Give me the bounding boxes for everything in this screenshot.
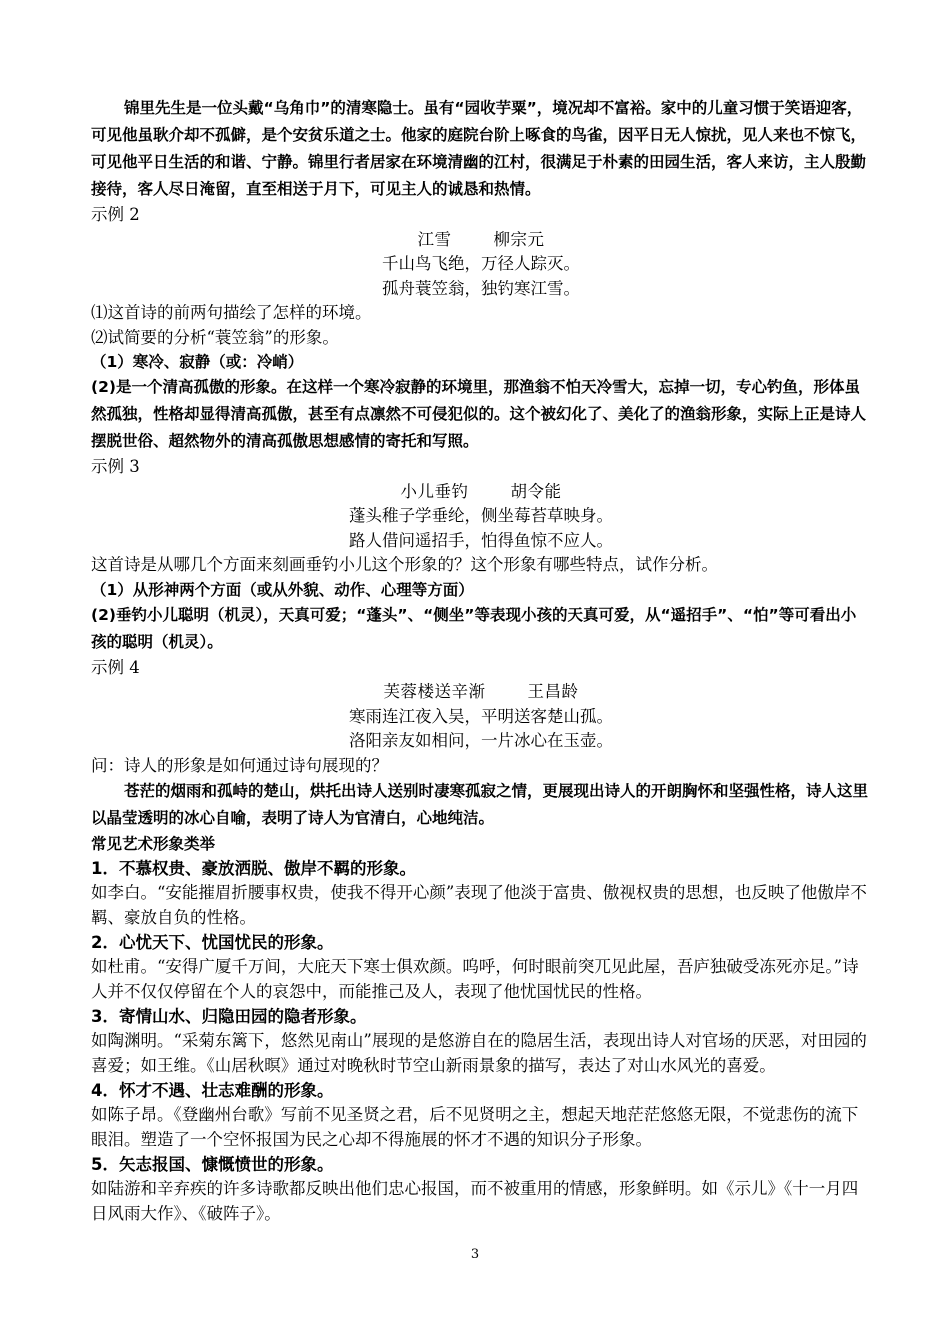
example-3-label: 示例 3 xyxy=(91,457,140,476)
type-5-heading: 5．矢志报国、慷慨愤世的形象。 xyxy=(91,1155,334,1174)
poem-4-title xyxy=(91,680,871,705)
type-1-heading: 1．不慕权贵、豪放洒脱、傲岸不羁的形象。 xyxy=(91,859,416,878)
poem-2-name: 江雪 xyxy=(417,229,452,249)
example-2-label: 示例 2 xyxy=(91,205,140,224)
poem-3-title xyxy=(91,480,871,505)
type-2-heading: 2．心忧天下、忧国忧民的形象。 xyxy=(91,933,334,952)
example-4-label: 示例 4 xyxy=(91,657,140,677)
poem-2-author: 柳宗元 xyxy=(493,229,545,249)
poem-2-title xyxy=(91,228,871,253)
poem-4-line-2: 洛阳亲友如相问，一片冰心在玉壶。 xyxy=(349,731,613,750)
poem-3-line-1: 蓬头稚子学垂纶，侧坐莓苔草映身。 xyxy=(349,506,613,525)
poem-2-line-2: 孤舟蓑笠翁，独钓寒江雪。 xyxy=(382,278,580,298)
answer-2-1: （1）寒冷、寂静（或：冷峭） xyxy=(91,353,304,371)
type-1-body: 如李白。“安能摧眉折腰事权贵，使我不得开心颜”表现了他淡于富贵、傲视权贵的思想，也反映了他傲岸不羁、豪放自负的性格。 xyxy=(91,883,867,927)
type-4-body: 如陈子昂。《登幽州台歌》写前不见圣贤之君，后不见贤明之主，想起天地茫茫悠悠无限，不觉悲伤的流下眼泪。塑造了一个空怀报国为民之心却不得施展的怀才不遇的知识分子形象。 xyxy=(91,1105,859,1149)
poem-4-author: 王昌龄 xyxy=(527,682,579,701)
question-3: 这首诗是从哪几个方面来刻画垂钓小儿这个形象的？这个形象有哪些特点，试作分析。 xyxy=(91,555,718,574)
poem-3-line-2: 路人借问遥招手，怕得鱼惊不应人。 xyxy=(349,530,613,550)
poem-3-author: 胡令能 xyxy=(510,481,562,501)
page-number: 3 xyxy=(470,1247,480,1262)
type-4-heading: 4．怀才不遇、壮志难酬的形象。 xyxy=(91,1081,334,1100)
answer-3-1: （1）从形神两个方面（或从外貌、动作、心理等方面） xyxy=(91,580,474,599)
types-heading: 常见艺术形象类举 xyxy=(91,835,216,853)
document-page xyxy=(91,95,871,1226)
poem-4-name: 芙蓉楼送辛渐 xyxy=(383,682,486,701)
question-2-1: ⑴这首诗的前两句描绘了怎样的环境。 xyxy=(91,303,372,322)
intro-paragraph: 锦里先生是一位头戴“乌角巾”的清寒隐士。虽有“园收芋粟”，境况却不富裕。家中的儿童习惯于笑语迎客，可见他虽耿介却不孤僻，是个安贫乐道之士。他家的庭院台阶上啄食的鸟雀，因平日无人惊扰，见人来也不惊飞，可见他平日生活的和谐、宁静。锦里行者居家在环境清幽的江村，很满足于朴素的田园生活，客人来访，主人殷勤接待，客人尽日淹留，直至相送于月下，可见主人的诚恳和热情。 xyxy=(91,99,867,198)
type-2-body: 如杜甫。“安得广厦千万间，大庇天下寒士俱欢颜。呜呼，何时眼前突兀见此屋，吾庐独破受冻死亦足。”诗人并不仅仅停留在个人的哀怨中，而能推己及人，表现了他忧国忧民的性格。 xyxy=(91,957,859,1001)
answer-4: 苍茫的烟雨和孤峙的楚山，烘托出诗人送别时凄寒孤寂之情，更展现出诗人的开朗胸怀和坚强性格，诗人这里以晶莹透明的冰心自喻，表明了诗人为官清白，心地纯洁。 xyxy=(91,782,869,827)
poem-2-line-1: 千山鸟飞绝，万径人踪灭。 xyxy=(382,254,580,273)
question-2-2: ⑵试简要的分析“蓑笠翁”的形象。 xyxy=(91,327,339,347)
answer-2-2: (2)是一个清高孤傲的形象。在这样一个寒冷寂静的环境里，那渔翁不怕天冷雪大，忘掉一切，专心钓鱼，形体虽然孤独，性格却显得清高孤傲，甚至有点凛然不可侵犯似的。这个被幻化了、美化了的渔翁形象，实际上正是诗人摆脱世俗、超然物外的清高孤傲思想感情的寄托和写照。 xyxy=(91,378,867,450)
question-4: 问：诗人的形象是如何通过诗句展现的？ xyxy=(91,755,388,775)
type-5-body: 如陆游和辛弃疾的许多诗歌都反映出他们忠心报国，而不被重用的情感，形象鲜明。如《示儿》《十一月四日风雨大作》、《破阵子》。 xyxy=(91,1179,859,1223)
answer-3-2: (2)垂钓小儿聪明（机灵），天真可爱；“蓬头”、“侧坐”等表现小孩的天真可爱，从“遥招手”、“怕”等可看出小孩的聪明（机灵）。 xyxy=(91,605,857,651)
poem-3-name: 小儿垂钓 xyxy=(400,481,469,501)
type-3-body: 如陶渊明。“采菊东篱下，悠然见南山”展现的是悠游自在的隐居生活，表现出诗人对官场的厌恶，对田园的喜爱；如王维。《山居秋暝》通过对晚秋时节空山新雨景象的描写，表达了对山水风光的喜爱。 xyxy=(91,1031,867,1075)
type-3-heading: 3．寄情山水、归隐田园的隐者形象。 xyxy=(91,1007,367,1026)
poem-4-line-1: 寒雨连江夜入吴，平明送客楚山孤。 xyxy=(349,706,613,726)
